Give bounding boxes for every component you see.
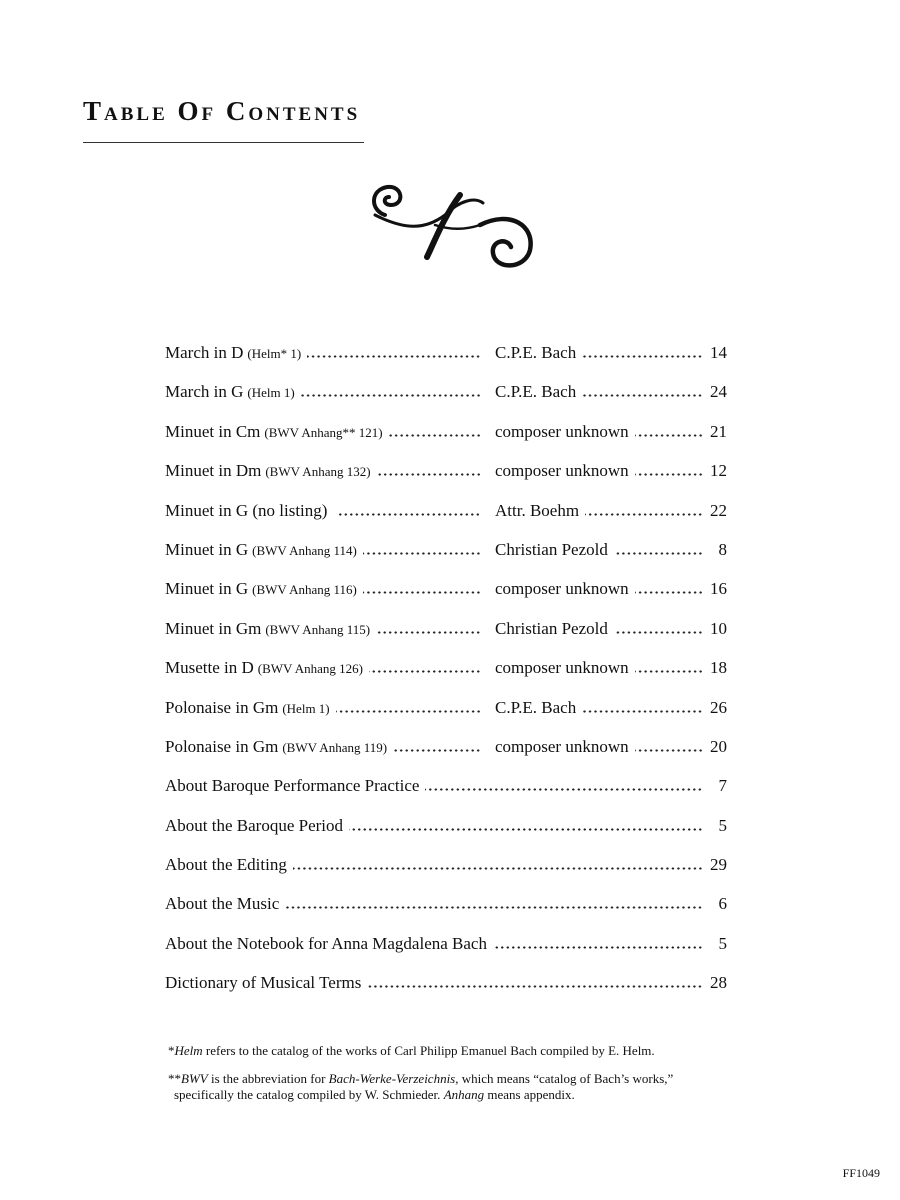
composer-column — [495, 382, 727, 402]
footnote-text: means appendix. — [484, 1087, 575, 1102]
dot-leader — [493, 946, 703, 949]
dot-leader — [635, 749, 703, 752]
dot-leader — [369, 670, 481, 673]
page-number: 6 — [718, 894, 727, 914]
composer-column — [495, 540, 727, 560]
composer: Christian Pezold — [495, 618, 608, 638]
section-title: About the Music — [165, 894, 280, 914]
page-number: 5 — [718, 933, 727, 953]
footnote-text: specifically the catalog compiled by W. Schmieder. — [174, 1087, 444, 1102]
piece-title: Musette in D — [165, 658, 254, 678]
piece-column — [165, 658, 487, 678]
footnote-term: BWV — [181, 1071, 208, 1086]
dot-leader — [635, 473, 703, 476]
footnote-term: Helm — [174, 1043, 203, 1058]
section-title: About the Editing — [165, 855, 287, 875]
toc-entry[interactable] — [165, 658, 727, 697]
page-number: 8 — [718, 539, 727, 559]
catalog-number: (Helm 1) — [247, 385, 295, 401]
piece-title: Polonaise in Gm — [165, 736, 279, 756]
title-underline — [83, 142, 364, 143]
dot-leader — [377, 473, 481, 476]
page-number: 24 — [710, 382, 727, 402]
dot-leader — [293, 867, 703, 870]
page-number: 18 — [710, 658, 727, 678]
footnote-text: is the abbreviation for — [207, 1071, 329, 1086]
piece-column — [165, 501, 487, 521]
page-number: 22 — [710, 500, 727, 520]
dot-leader — [582, 394, 703, 397]
piece-title: Minuet in G — [165, 579, 249, 599]
composer: composer unknown — [495, 658, 629, 678]
composer: Christian Pezold — [495, 539, 608, 559]
piece-column — [165, 737, 487, 757]
footnote-line — [168, 1087, 673, 1103]
piece-column — [165, 698, 487, 718]
dot-leader — [585, 513, 703, 516]
toc-section[interactable] — [165, 973, 727, 1012]
footnote-mark: ** — [168, 1071, 181, 1086]
piece-column — [165, 343, 487, 363]
piece-column — [165, 422, 487, 442]
dot-leader — [349, 828, 703, 831]
page-number: 21 — [710, 421, 727, 441]
composer-column — [495, 461, 727, 481]
piece-column — [165, 461, 487, 481]
dot-leader — [336, 710, 481, 713]
composer: composer unknown — [495, 421, 629, 441]
catalog-number: (Helm 1) — [282, 700, 330, 716]
catalog-number: (BWV Anhang 126) — [257, 661, 363, 677]
toc-section[interactable] — [165, 894, 727, 933]
catalog-number: (BWV Anhang 115) — [265, 621, 371, 637]
toc-section[interactable] — [165, 855, 727, 894]
catalog-number: (BWV Anhang 119) — [282, 739, 388, 755]
footnote-mark: * — [168, 1043, 175, 1058]
dot-leader — [307, 355, 481, 358]
section-title: About Baroque Performance Practice — [165, 776, 420, 796]
toc-entry[interactable] — [165, 501, 727, 540]
dot-leader — [614, 552, 703, 555]
toc-entry[interactable] — [165, 737, 727, 776]
page-number: 10 — [710, 618, 727, 638]
toc-entry[interactable] — [165, 579, 727, 618]
dot-leader — [582, 710, 703, 713]
dot-leader — [363, 552, 481, 555]
piece-title: Minuet in Dm — [165, 461, 262, 481]
page-title: Table Of Contents — [83, 96, 361, 126]
catalog-number: (BWV Anhang** 121) — [264, 424, 383, 440]
dot-leader — [376, 631, 481, 634]
dot-leader — [425, 788, 703, 791]
composer: Attr. Boehm — [495, 500, 580, 520]
toc-entry[interactable] — [165, 461, 727, 500]
dot-leader — [337, 513, 481, 516]
footnotes — [168, 1043, 673, 1115]
catalog-number: (BWV Anhang 132) — [265, 464, 371, 480]
piece-title: March in G — [165, 382, 244, 402]
piece-title: Minuet in Gm — [165, 618, 262, 638]
composer: C.P.E. Bach — [495, 382, 577, 402]
toc-entry[interactable] — [165, 698, 727, 737]
piece-column — [165, 540, 487, 560]
dot-leader — [635, 434, 703, 437]
toc-entry[interactable] — [165, 540, 727, 579]
dot-leader — [389, 434, 481, 437]
page-number: 14 — [710, 343, 727, 362]
footnote-text: which means “catalog of Bach’s works,” — [458, 1071, 674, 1086]
page-number: 12 — [710, 461, 727, 481]
composer-column — [495, 619, 727, 639]
page-number: 28 — [710, 973, 727, 993]
section-title: Dictionary of Musical Terms — [165, 973, 362, 993]
piece-title: Minuet in Cm — [165, 421, 261, 441]
toc-section[interactable] — [165, 816, 727, 855]
dot-leader — [285, 906, 703, 909]
footnote-helm — [168, 1043, 673, 1059]
page-number: 5 — [718, 815, 727, 835]
footnote-text: refers to the catalog of the works of Carl Philipp Emanuel Bach compiled by E. Helm. — [202, 1043, 655, 1058]
catalog-number: (Helm* 1) — [247, 346, 302, 361]
composer-column — [495, 343, 727, 363]
composer-column — [495, 501, 727, 521]
footnote-term: Anhang — [443, 1087, 485, 1102]
dot-leader — [582, 355, 703, 358]
dot-leader — [301, 394, 481, 397]
footnote-bwv — [168, 1071, 673, 1103]
footnote-term: Bach-Werke-Verzeichnis, — [328, 1071, 459, 1086]
toc-entry[interactable] — [165, 619, 727, 658]
composer: composer unknown — [495, 736, 629, 756]
catalog-code: FF1049 — [842, 1166, 880, 1180]
composer: composer unknown — [495, 461, 629, 481]
dot-leader — [635, 591, 703, 594]
dot-leader — [393, 749, 481, 752]
piece-title: Polonaise in Gm — [165, 697, 279, 717]
catalog-number: (BWV Anhang 114) — [252, 542, 357, 558]
page-number: 29 — [710, 855, 727, 875]
composer-column — [495, 698, 727, 718]
page-number: 16 — [710, 579, 727, 599]
piece-column — [165, 619, 487, 639]
piece-title: Minuet in G (no listing) — [165, 500, 328, 520]
composer-column — [495, 422, 727, 442]
toc-entry[interactable] — [165, 382, 727, 421]
toc-entry[interactable] — [165, 422, 727, 461]
piece-column — [165, 382, 487, 402]
piece-title: March in D — [165, 343, 244, 362]
page-number: 7 — [718, 776, 727, 796]
toc-section[interactable] — [165, 934, 727, 973]
dot-leader — [363, 591, 481, 594]
toc-entry[interactable] — [165, 343, 727, 382]
page-number: 20 — [710, 736, 727, 756]
toc-section[interactable] — [165, 776, 727, 815]
table-of-contents — [165, 343, 727, 1013]
composer: composer unknown — [495, 579, 629, 599]
section-title: About the Baroque Period — [165, 815, 343, 835]
dot-leader — [635, 670, 703, 673]
section-title: About the Notebook for Anna Magdalena Bach — [165, 933, 487, 953]
piece-title: Minuet in G — [165, 539, 249, 559]
dot-leader — [367, 985, 703, 988]
composer: C.P.E. Bach — [495, 697, 577, 717]
catalog-number: (BWV Anhang 116) — [252, 582, 357, 598]
page-number: 26 — [710, 697, 727, 717]
composer-column — [495, 658, 727, 678]
composer-column — [495, 737, 727, 757]
composer-column — [495, 579, 727, 599]
piece-column — [165, 579, 487, 599]
dot-leader — [614, 631, 703, 634]
composer: C.P.E. Bach — [495, 343, 577, 362]
scroll-ornament-icon — [365, 175, 540, 275]
